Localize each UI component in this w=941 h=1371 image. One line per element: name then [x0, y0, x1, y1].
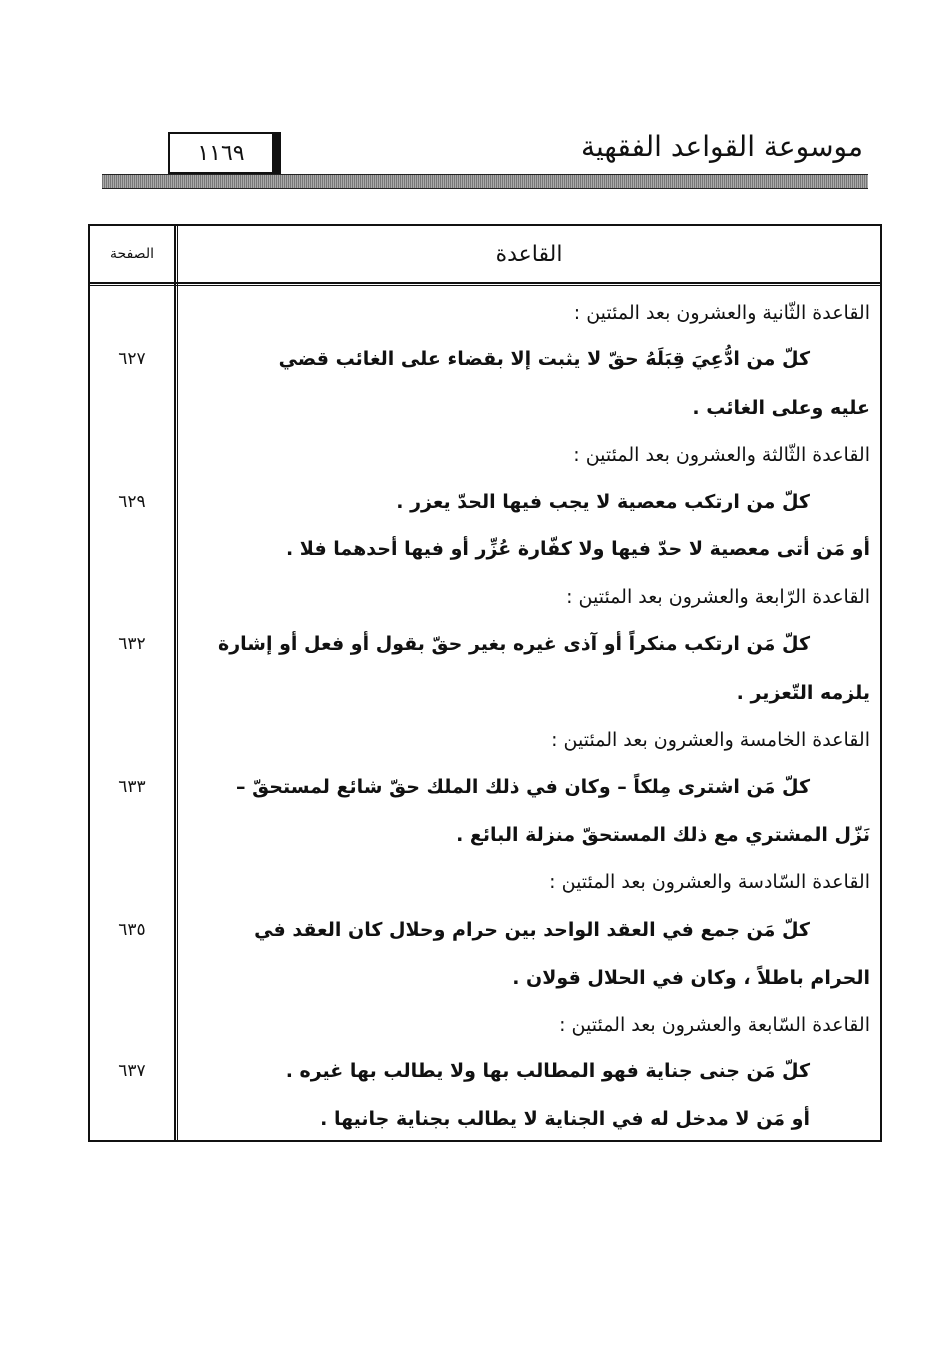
rule-page-number: ٦٣٢ — [118, 634, 146, 654]
rule-text-line: يلزمه التّعزير . — [736, 682, 870, 704]
rule-page-number: ٦٣٧ — [118, 1061, 146, 1081]
page-number: ١١٦٩ — [197, 140, 245, 166]
rule-text-line: أو مَن أتى معصية لا حدّ فيها ولا كفّارة عُزِّر أو فيها أحدهما فلا . — [285, 538, 870, 560]
rule-page-number: ٦٣٣ — [118, 777, 146, 797]
rule-page-number: ٦٢٩ — [118, 492, 146, 512]
rule-page-number: ٦٢٧ — [118, 349, 146, 369]
rule-text-line: عليه وعلى الغائب . — [692, 397, 870, 419]
header-divider — [90, 282, 880, 286]
rule-heading: القاعدة السّابعة والعشرون بعد المئتين : — [559, 1014, 870, 1036]
rule-text-line: كلّ مَن جمع في العقد الواحد بين حرام وحلال كان العقد في — [254, 919, 810, 941]
rule-heading: القاعدة الخامسة والعشرون بعد المئتين : — [551, 729, 870, 751]
rule-text-line: كلّ من ارتكب معصية لا يجب فيها الحدّ يعزر . — [396, 491, 810, 513]
rule-text-line: أو مَن لا مدخل له في الجناية لا يطالب بجناية جانيها . — [320, 1108, 810, 1130]
book-title: موسوعة القواعد الفقهية — [580, 130, 863, 163]
rule-text-line: كلّ من ادُّعِيَ قِبَلَهُ حقّ لا يثبت إلا بقضاء على الغائب قضي — [278, 348, 810, 370]
rule-heading: القاعدة الثّانية والعشرون بعد المئتين : — [573, 302, 870, 324]
rule-text-line: كلّ مَن ارتكب منكراً أو آذى غيره بغير حقّ بقول أو فعل أو إشارة — [218, 633, 810, 655]
rule-text-line: كلّ مَن اشترى مِلكاً – وكان في ذلك الملك حقّ شائع لمستحقّ – — [236, 776, 810, 798]
rule-heading: القاعدة الثّالثة والعشرون بعد المئتين : — [573, 444, 870, 466]
rule-text-line: كلّ مَن جنى جناية فهو المطالب بها ولا يطالب بها غيره . — [285, 1060, 810, 1082]
column-header-page: الصفحة — [110, 246, 154, 262]
column-header-rule: القاعدة — [495, 241, 563, 267]
rules-table — [88, 224, 882, 1142]
rule-page-number: ٦٣٥ — [118, 920, 146, 940]
page-number-box — [168, 132, 274, 174]
header-rule — [102, 174, 868, 189]
rule-heading: القاعدة الرّابعة والعشرون بعد المئتين : — [566, 586, 870, 608]
rule-text-line: الحرام باطلاً ، وكان في الحلال قولان . — [512, 967, 870, 989]
column-divider — [174, 226, 178, 1140]
rule-text-line: نَزّل المشتري مع ذلك المستحقّ منزلة البائع . — [456, 824, 870, 846]
rule-heading: القاعدة السّادسة والعشرون بعد المئتين : — [549, 871, 870, 893]
